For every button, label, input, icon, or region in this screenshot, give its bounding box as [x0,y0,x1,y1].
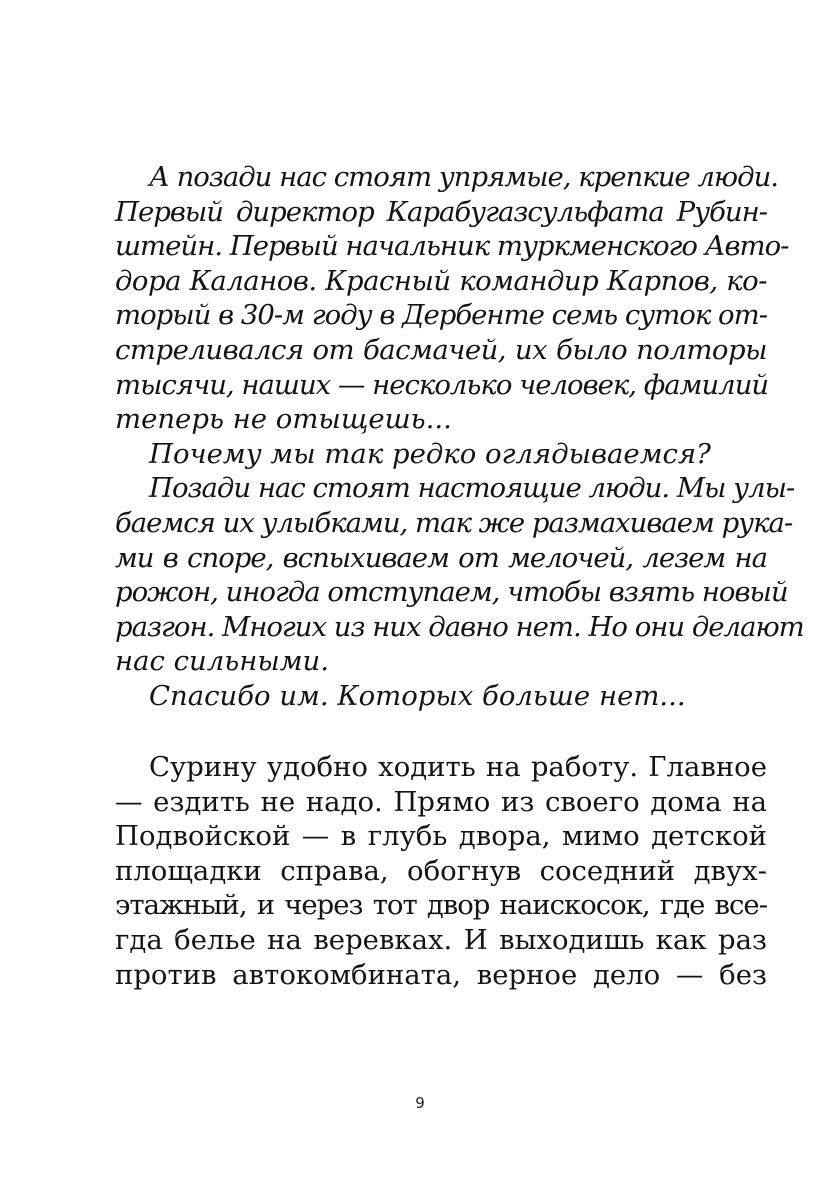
text-line: дора Каланов. Красный командир Карпов, ко- [115,264,767,297]
text-line: теперь не отыщешь... [115,403,452,436]
text-line: этажный, и через тот двор наискосок, где все- [115,889,767,922]
text-line: Подвойской — в глубь двора, мимо детской [115,820,767,853]
text-line: гда белье на веревках. И выходишь как раз [115,923,767,956]
text-line: против автокомбината, верное дело — без [115,958,767,991]
text-line: разгон. Многих из них давно нет. Но они делают [115,610,804,643]
roman-passage [115,750,767,992]
text-line: торый в 30-м году в Дербенте семь суток от- [115,299,767,332]
page-number: 9 [415,1094,425,1112]
text-line: ми в споре, вспыхиваем от мелочей, лезем на [115,541,767,574]
text-line: тысячи, наших — несколько человек, фамилий [115,368,769,401]
text-line: — ездить не надо. Прямо из своего дома на [115,785,767,818]
text-line: баемся их улыбками, так же размахиваем рука- [115,506,793,539]
text-line: Первый директор Карабугазсульфата Рубин- [115,195,767,228]
text-line: рожон, иногда отступаем, чтобы взять новый [115,576,788,609]
text-line: нас сильными. [115,645,330,678]
text-line: Спасибо им. Которых больше нет... [149,679,686,712]
text-line: Сурину удобно ходить на работу. Главное [149,751,767,783]
text-line: А позади нас стоят упрямые, крепкие люди. [149,161,779,193]
text-line: площадки справа, обогнув соседний двух- [115,854,767,887]
italic-passage [115,160,804,714]
text-line: Позади нас стоят настоящие люди. Мы улы- [149,472,795,505]
text-line: штейн. Первый начальник туркменского Авто- [115,230,789,263]
text-line: стреливался от басмачей, их было полторы [115,333,767,366]
text-line: Почему мы так редко оглядываемся? [149,437,711,470]
